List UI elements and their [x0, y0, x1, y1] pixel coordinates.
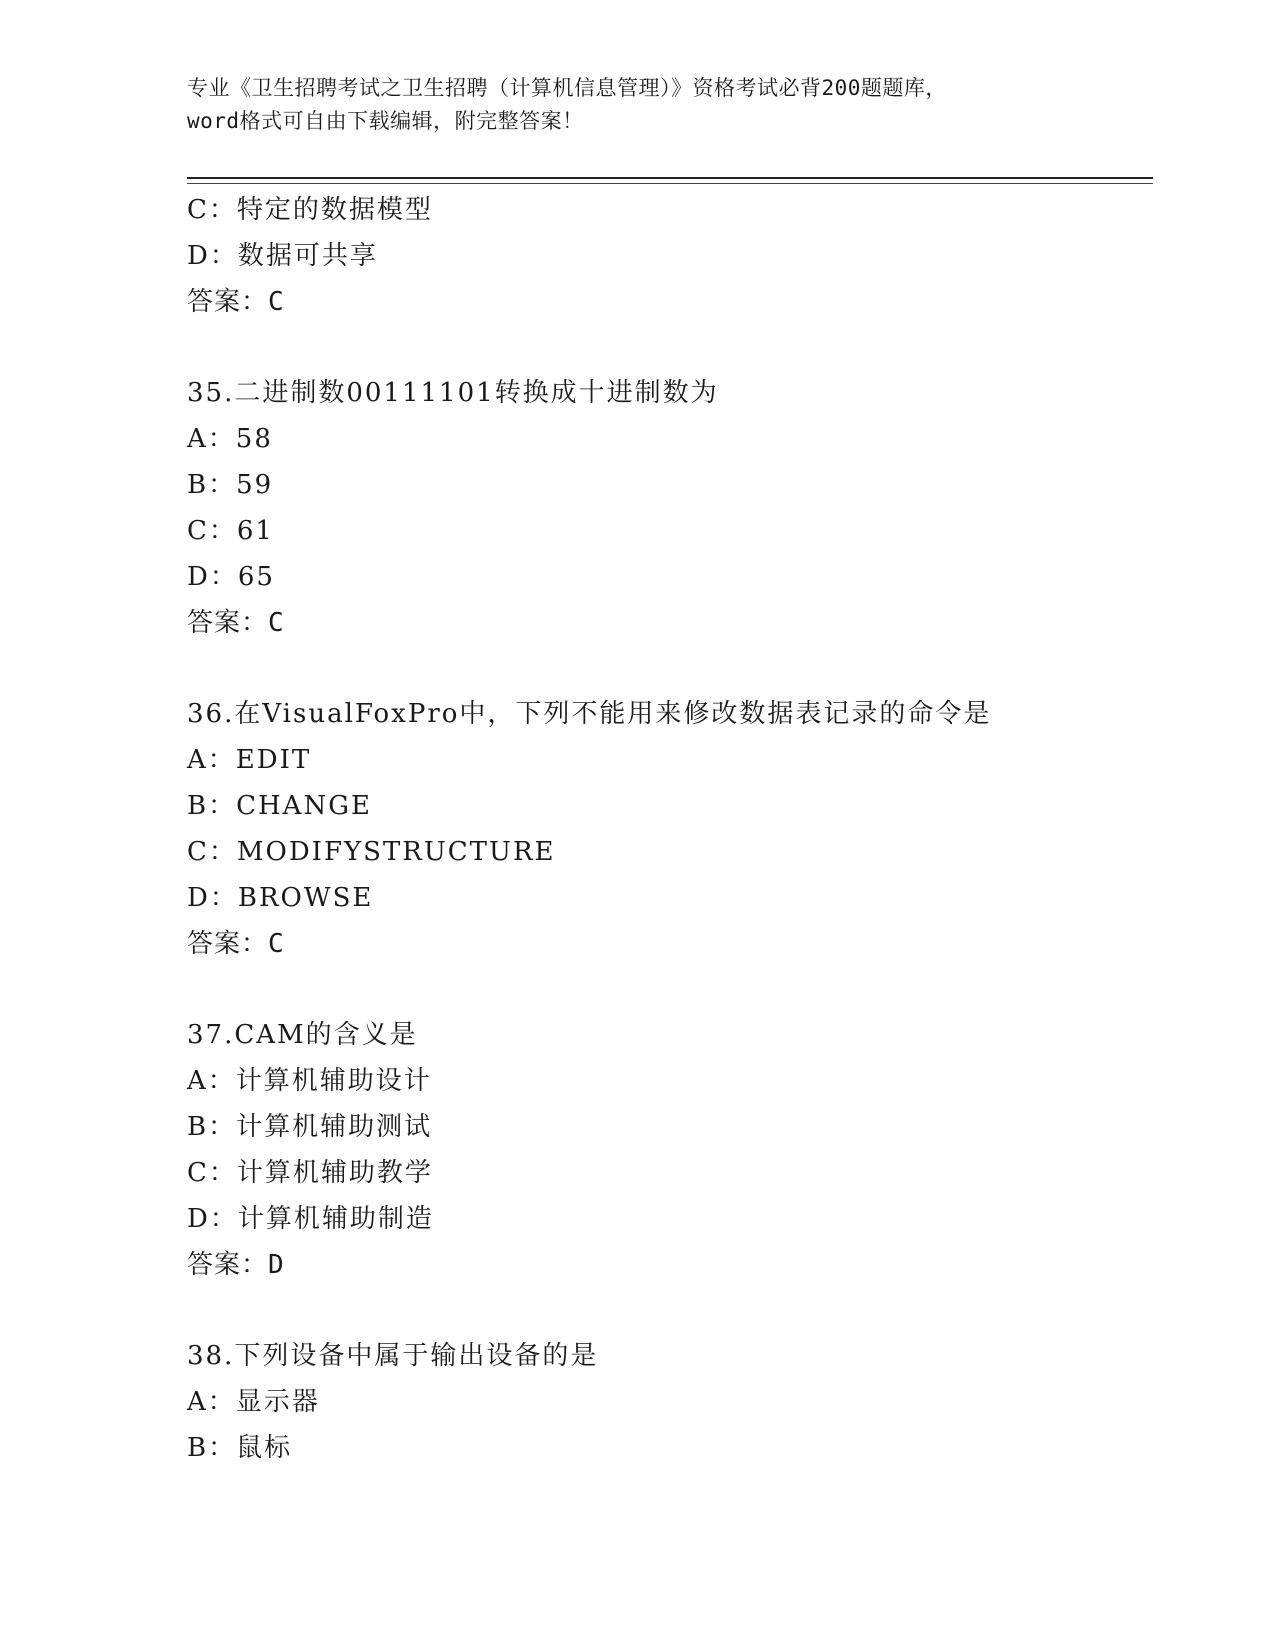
question-text: 36.在VisualFoxPro中，下列不能用来修改数据表记录的命令是: [187, 699, 992, 729]
question-text: 35.二进制数00111101转换成十进制数为: [187, 378, 719, 408]
answer: 答案：C: [187, 929, 285, 959]
option-a: A：EDIT: [187, 745, 312, 775]
option-d: D：BROWSE: [187, 883, 374, 913]
header-divider-thin: [187, 183, 1153, 184]
question-37: [187, 1012, 1147, 1288]
header-line-1: 专业《卫生招聘考试之卫生招聘（计算机信息管理）》资格考试必背200题题库，: [187, 76, 947, 100]
header-line-2: word格式可自由下载编辑，附完整答案！: [187, 109, 584, 133]
option-b: B：鼠标: [187, 1433, 293, 1463]
question-list: [187, 187, 1147, 1471]
header-divider-thick: [187, 177, 1153, 179]
option-c: C：61: [187, 516, 274, 546]
option-a: A：58: [187, 424, 273, 454]
option-b: B：计算机辅助测试: [187, 1112, 433, 1142]
option-d: D：数据可共享: [187, 241, 378, 271]
answer: 答案：C: [187, 608, 285, 638]
option-c: C：计算机辅助教学: [187, 1158, 433, 1188]
option-a: A：显示器: [187, 1387, 320, 1417]
option-a: A：计算机辅助设计: [187, 1066, 432, 1096]
option-b: B：CHANGE: [187, 791, 372, 821]
option-d: D：65: [187, 562, 275, 592]
question-38: [187, 1333, 1147, 1471]
answer: 答案：C: [187, 287, 285, 317]
carryover-block: [187, 187, 1147, 325]
option-c: C：特定的数据模型: [187, 195, 433, 225]
question-text: 38.下列设备中属于输出设备的是: [187, 1341, 599, 1371]
question-35: [187, 370, 1147, 646]
option-b: B：59: [187, 470, 274, 500]
question-36: [187, 691, 1147, 967]
option-c: C：MODIFYSTRUCTURE: [187, 837, 556, 867]
option-d: D：计算机辅助制造: [187, 1204, 434, 1234]
question-text: 37.CAM的含义是: [187, 1020, 418, 1050]
answer: 答案：D: [187, 1250, 285, 1280]
document-header: [187, 72, 1087, 138]
